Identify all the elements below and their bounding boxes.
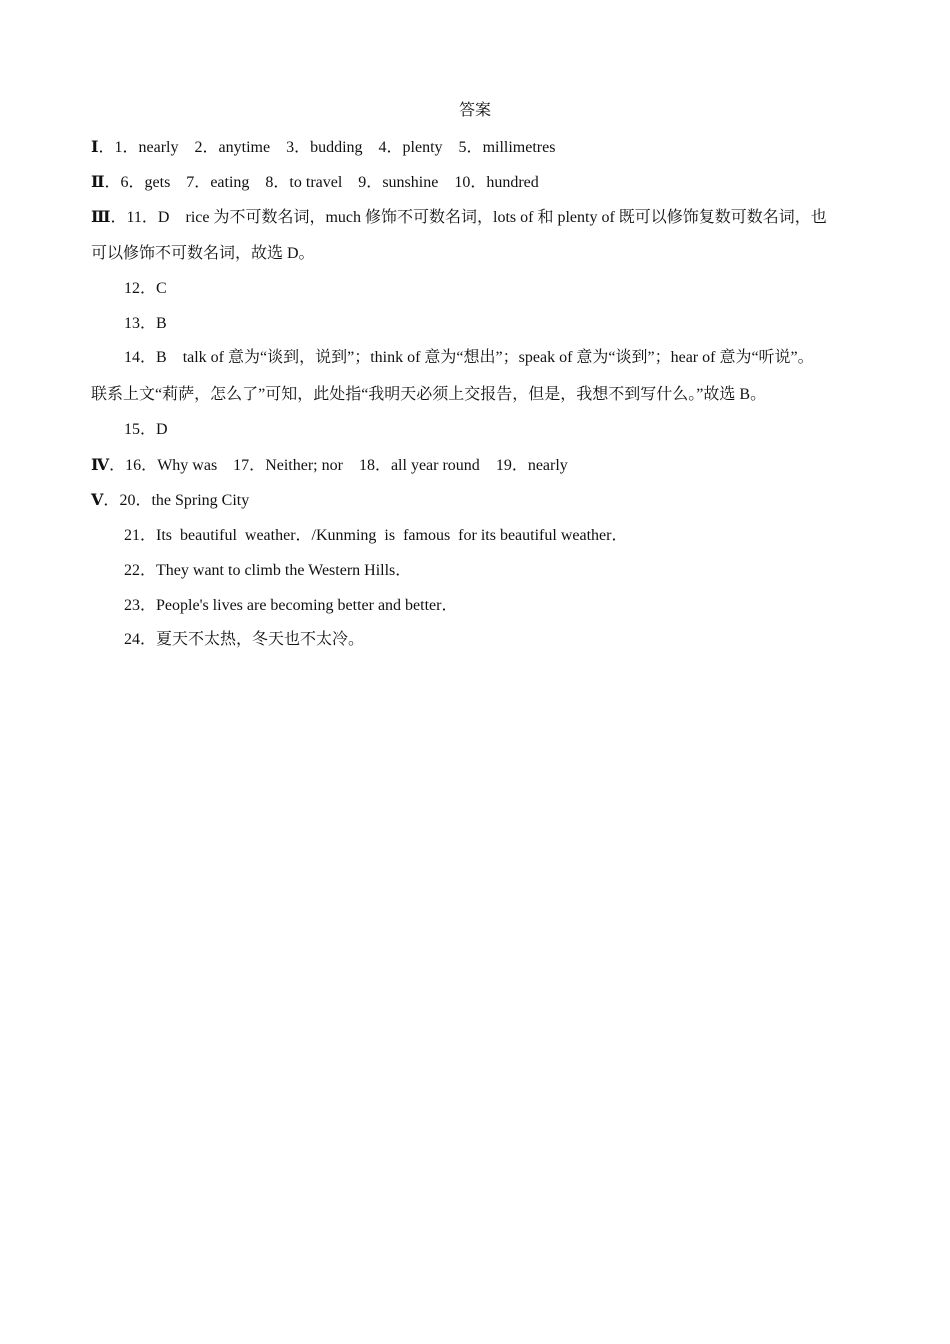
answer-text: People's lives are becoming better and better．: [156, 597, 458, 614]
section-numeral: Ⅳ: [91, 455, 110, 474]
section-3-q14-line: [124, 347, 858, 369]
section-5-q23-line: [124, 595, 858, 617]
answer-letter: D: [156, 421, 168, 438]
answer-item: 3．budding: [286, 139, 363, 156]
answer-letter: C: [156, 280, 167, 297]
section-separator: ．: [104, 174, 121, 191]
section-numeral: Ⅴ: [91, 490, 104, 509]
question-number: 13．: [124, 315, 157, 332]
section-separator: ．: [103, 492, 120, 509]
question-number: 11．: [126, 209, 158, 226]
section-5-q20-line: [91, 489, 858, 512]
section-2-line: [91, 171, 858, 194]
page-title: 答案: [458, 102, 491, 119]
question-number: 14．: [124, 349, 157, 366]
section-4-line: [91, 454, 858, 477]
question-number: 15．: [124, 421, 157, 438]
section-numeral: Ⅲ: [91, 207, 111, 226]
explanation-text: rice 为不可数名词，much 修饰不可数名词，lots of 和 plenty of 既可以修饰复数可数名词，也: [185, 209, 827, 226]
answer-item: 10．hundred: [454, 174, 539, 191]
explanation-text: talk of 意为“谈到，说到”；think of 意为“想出”；speak of 意为“谈到”；hear of 意为“听说”。: [182, 349, 814, 366]
section-5-q22-line: [124, 560, 858, 582]
section-3-q11-continuation: [91, 243, 858, 265]
section-1-line: [91, 136, 858, 159]
section-5-q24-line: [124, 629, 858, 651]
section-separator: ．: [110, 209, 127, 226]
answer-text: They want to climb the Western Hills．: [156, 562, 412, 579]
answer-item: 8．to travel: [265, 174, 343, 191]
question-number: 12．: [124, 280, 157, 297]
answer-item: 6．gets: [120, 174, 171, 191]
section-separator: ．: [98, 139, 115, 156]
section-5-q21-line: [124, 525, 858, 547]
explanation-text: 可以修饰不可数名词，故选 D。: [91, 245, 315, 262]
section-separator: ．: [109, 457, 126, 474]
question-number: 24．: [124, 631, 157, 648]
question-number: 20．: [119, 492, 152, 509]
section-3-q15-line: [124, 419, 858, 441]
section-3-q14-continuation: [91, 384, 858, 406]
answer-item: 19．nearly: [495, 457, 568, 474]
answer-item: 2．anytime: [194, 139, 271, 156]
section-3-q12-line: [124, 278, 858, 300]
explanation-text: 联系上文“莉萨，怎么了”可知，此处指“我明天必须上交报告，但是，我想不到写什么。”故选 B。: [91, 386, 767, 403]
answer-letter: B: [156, 349, 167, 366]
section-3-q11-line: [91, 206, 858, 229]
answer-item: 1．nearly: [114, 139, 179, 156]
answer-text: 夏天不太热，冬天也不太冷。: [156, 631, 365, 648]
answer-text: Its beautiful weather．/Kunming is famous for its beautiful weather．: [156, 527, 628, 544]
question-number: 22．: [124, 562, 157, 579]
answer-item: 5．millimetres: [458, 139, 556, 156]
section-numeral: Ⅰ: [91, 137, 99, 156]
answer-item: 4．plenty: [378, 139, 443, 156]
answer-item: 17．Neither; nor: [233, 457, 343, 474]
answer-item: 7．eating: [186, 174, 250, 191]
answer-text: the Spring City: [151, 492, 250, 509]
question-number: 21．: [124, 527, 157, 544]
answer-item: 9．sunshine: [358, 174, 439, 191]
answer-item: 18．all year round: [358, 457, 480, 474]
section-3-q13-line: [124, 313, 858, 335]
answer-letter: D: [157, 209, 170, 226]
question-number: 23．: [124, 597, 157, 614]
answer-letter: B: [156, 315, 167, 332]
section-numeral: Ⅱ: [91, 172, 105, 191]
answer-item: 16．Why was: [125, 457, 218, 474]
